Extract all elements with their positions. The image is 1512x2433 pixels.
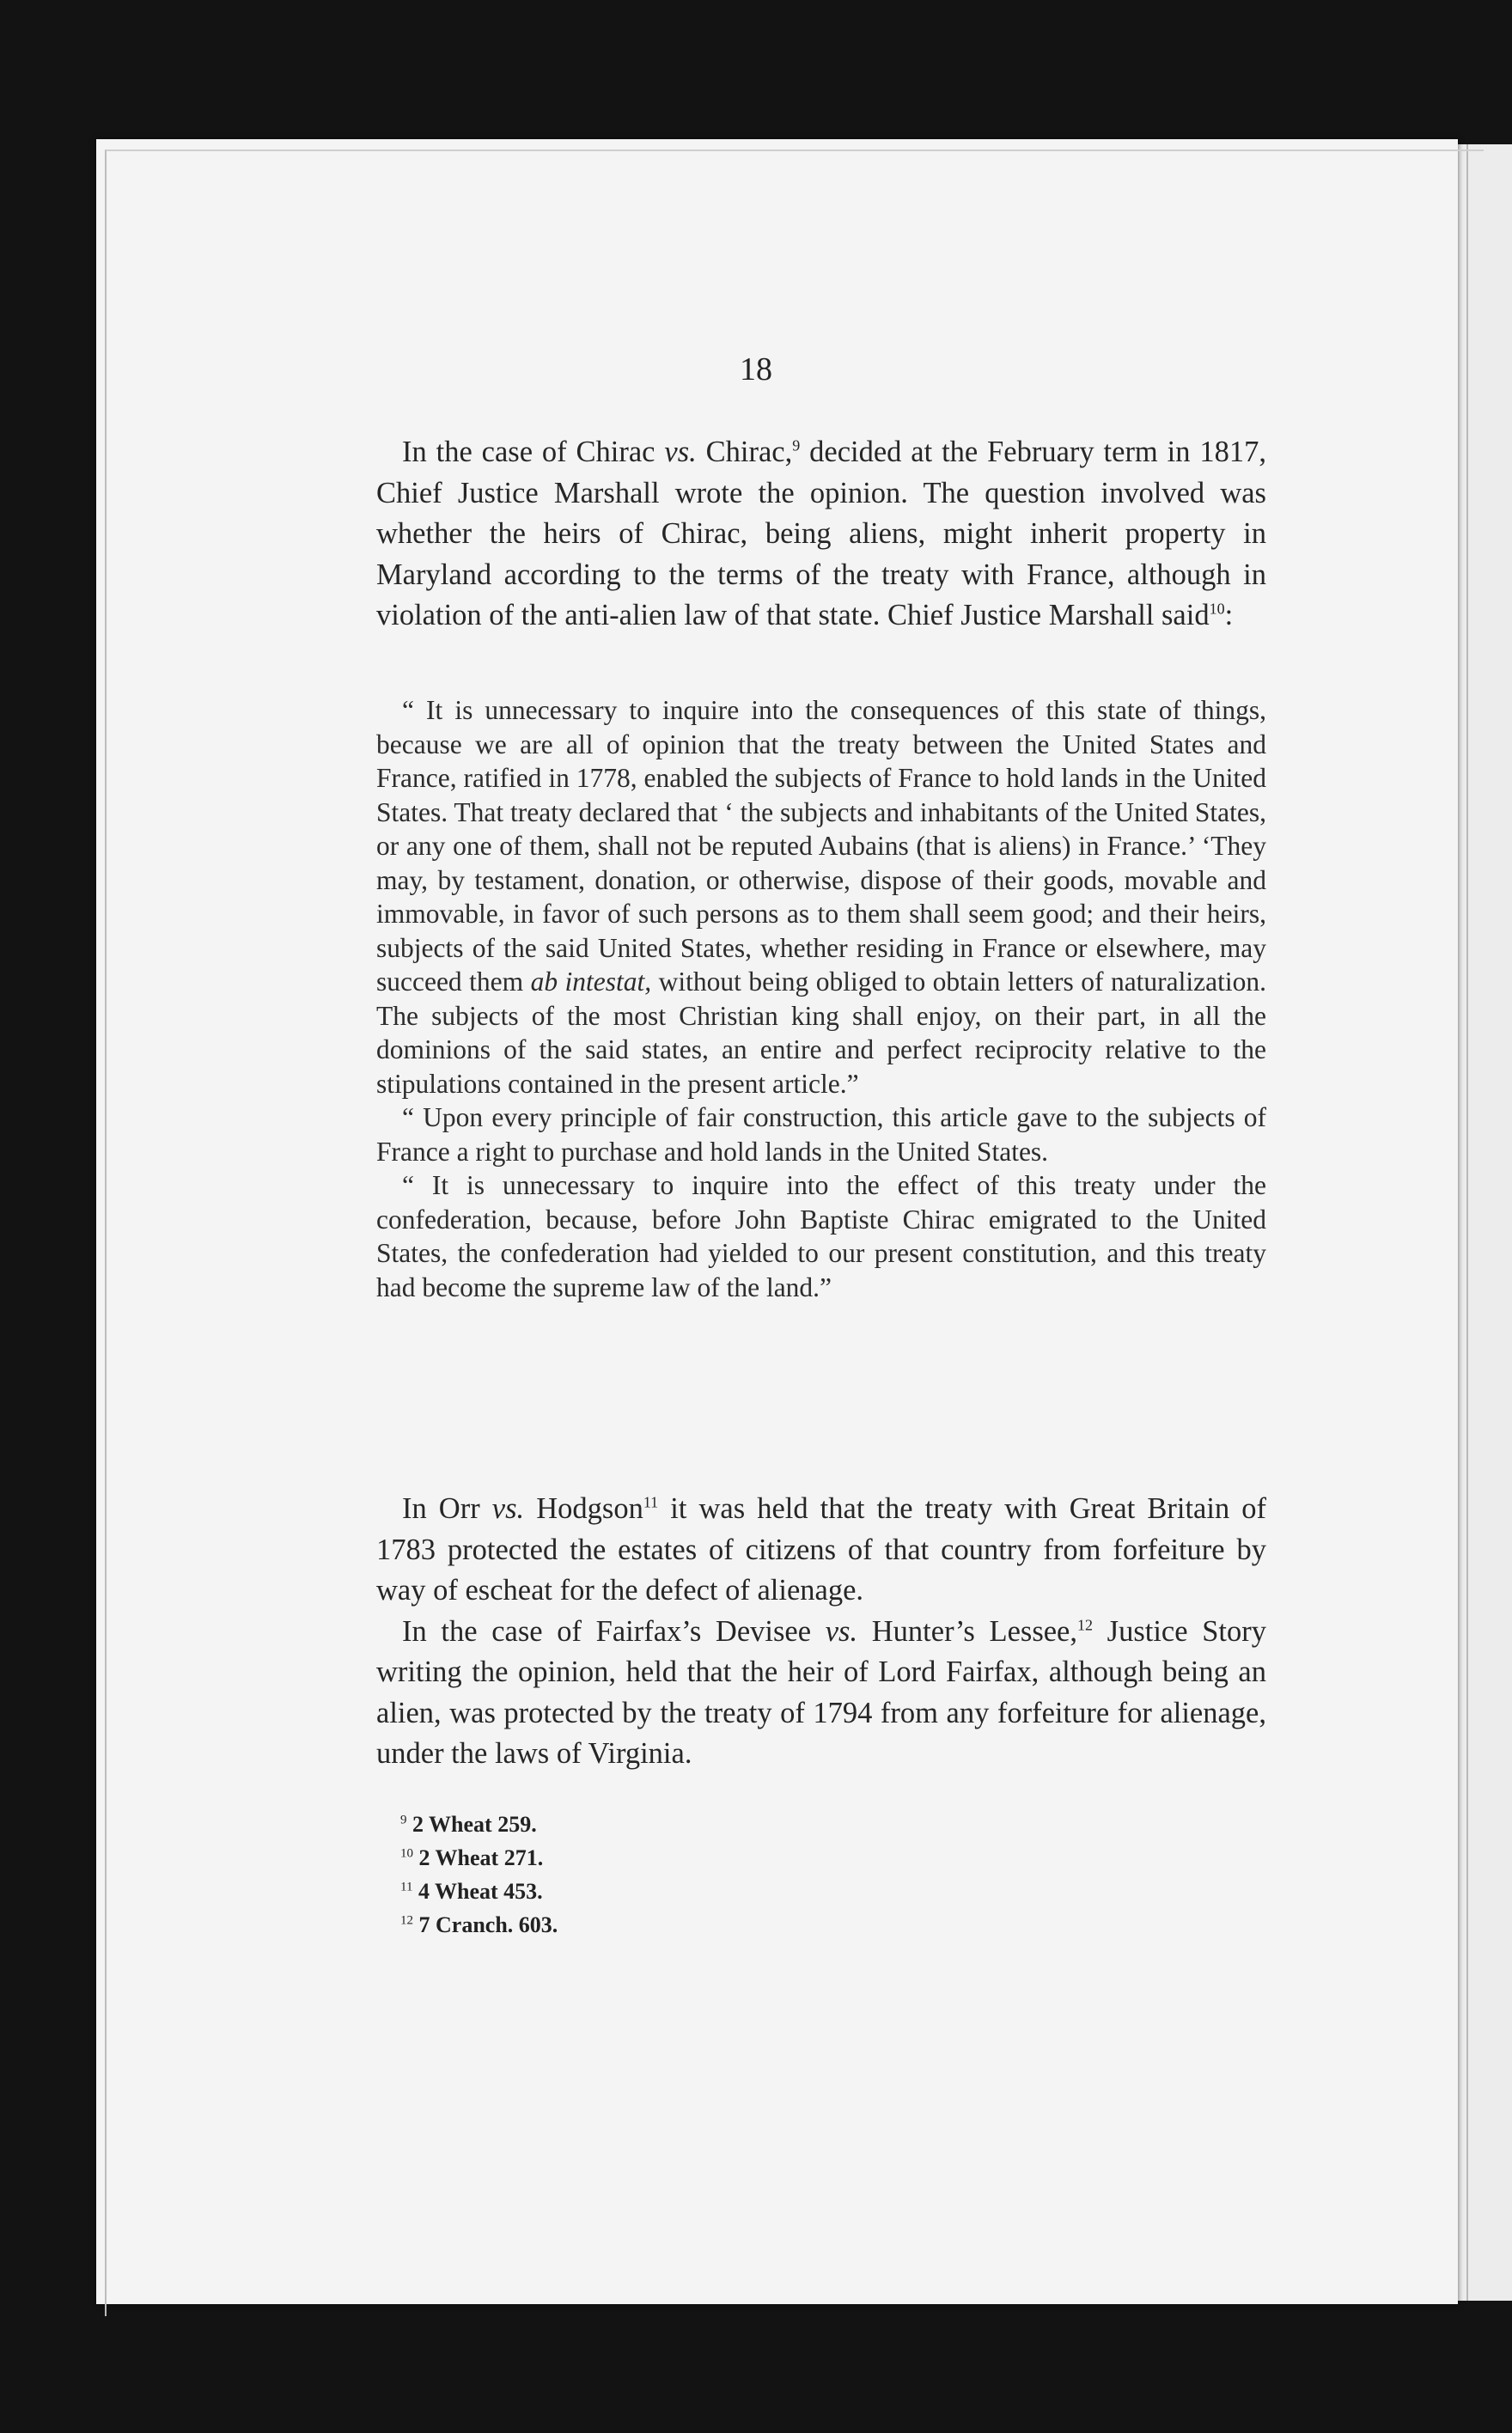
adjacent-page-edge xyxy=(1458,144,1512,2301)
footnote-item: $^{11}$ 4 Wheat 453. xyxy=(400,1879,543,1904)
paragraph-fairfax: In the case of Fairfax’s Devisee vs. Hunter’s Lessee,$^{12}$ Justice Story writing the opinion, held that the heir of Lord Fairfax, although being an alien, was protected by the treaty of 1794 from any forfeiture for alienage, under the laws of Virginia. xyxy=(376,1614,1266,1770)
footnote-ref: 9 xyxy=(792,436,801,454)
footnote-ref: 11 xyxy=(643,1493,659,1511)
quotation-treaty: “ It is unnecessary to inquire into the consequences of this state of things, because we are all of opinion that the treaty between the United States and France, ratified in 1778, enabled the subjects of France to hold lands in the United States. That treaty declared that ‘ the subjects and inhabitants of the United States, or any one of them, shall not be reputed Aubains (that is aliens) in France.’ ‘They may, by testament, donation, or otherwise, dispose of their goods, movable and immovable, in favor of such persons as to them shall seem good; and their heirs, subjects of the said United States, whether residing in France or elsewhere, may succeed them ab intestat, without being obliged to obtain letters of naturalization. The subjects of the most Christian king shall enjoy, on their part, in all the dominions of the said states, an entire and perfect reciprocity relative to the stipulations contained in the present article.” xyxy=(376,695,1266,1099)
paragraph-chirac xyxy=(376,432,1266,637)
quotation-confederation: “ It is unnecessary to inquire into the effect of this treaty under the confederation, because, before John Baptiste Chirac emigrated to the United States, the confederation had yielded to our present constitution, and this treaty had become the supreme law of the land.” xyxy=(376,1170,1266,1302)
quotation-construction: “ Upon every principle of fair construction, this article gave to the subjects of France a right to purchase and hold lands in the United States. xyxy=(376,1102,1266,1167)
footnote-item: $^{10}$ 2 Wheat 271. xyxy=(400,1845,544,1870)
quotation-block xyxy=(376,693,1266,1304)
footnote-item: $^9$ 2 Wheat 259. xyxy=(400,1812,537,1837)
footnote-item: $^{12}$ 7 Cranch. 603. xyxy=(400,1912,558,1937)
paragraph-text: In Orr vs. Hodgson$^{11}$ it was held that the treaty with Great Britain of 1783 protected the estates of citizens of that country from forfeiture by way of escheat for the defect of alienage. xyxy=(376,1492,1267,1607)
footnote-ref: 12 xyxy=(1077,1616,1093,1633)
page-number: 18 xyxy=(740,351,772,387)
footnotes xyxy=(400,1808,558,1942)
footnote-ref: 10 xyxy=(1209,600,1225,618)
paragraph-orr-hodgson xyxy=(376,1489,1266,1775)
paragraph-text: In the case of Chirac vs. Chirac,$^9$ decided at the February term in 1817, Chief Justice Marshall wrote the opinion. The question involved was whether the heirs of Chirac, being aliens, might inherit property in Maryland according to the terms of the treaty with France, although in violation of the anti-alien law of that state. Chief Justice Marshall said$^{10}$: xyxy=(376,436,1267,631)
